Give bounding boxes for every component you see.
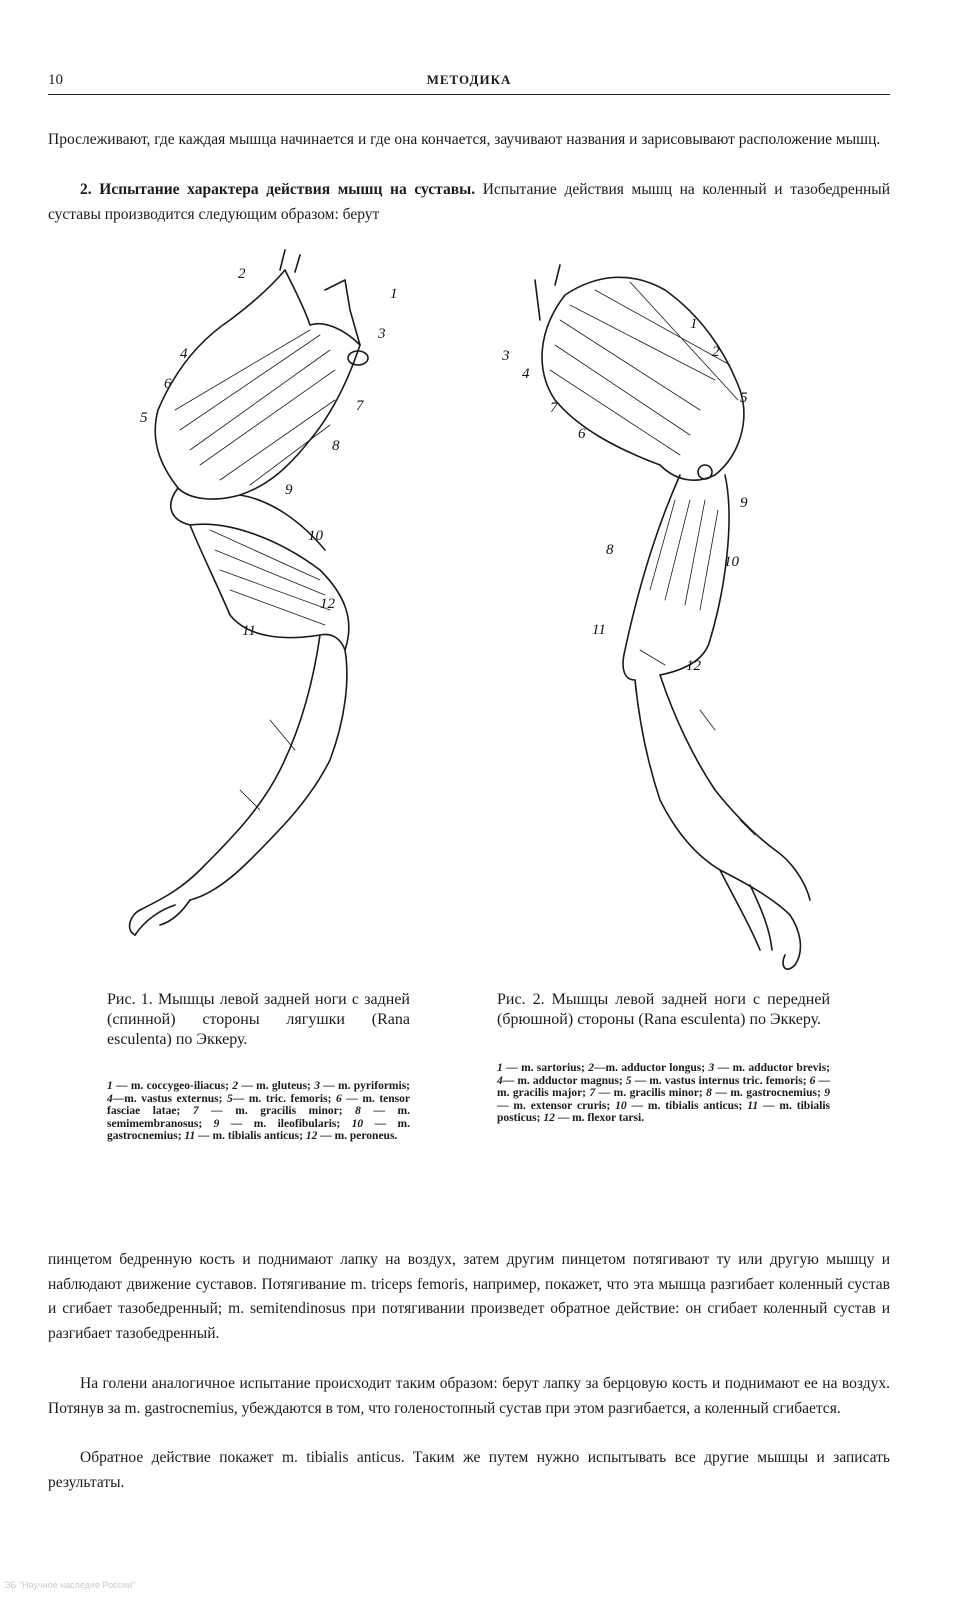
legend-num: 10 [351, 1117, 364, 1130]
legend-text: — m. ileofibularis; [219, 1117, 352, 1130]
legend-text: — m. tibialis anticus; [626, 1099, 748, 1112]
body-paragraph-1: пинцетом бедренную кость и поднимают лапку на воздух, затем другим пинцетом потягивают ту или другую мышцу и наблюдают движение суставов. Потягивание m. triceps femoris, например, покажет, что эта мышца разгибает коленный сустав и сгибает тазобедренный; m. semitendinosus при потягивании произведет обратное действие: он сгибает коленный сустав и разгибает тазобедренный. [48, 1251, 890, 1342]
fig1-label-9: 9 [285, 482, 293, 498]
fig2-label-12: 12 [686, 658, 701, 674]
figure-1-caption: Рис. 1. Мышцы левой задней ноги с задней (спинной) стороны лягушки (Rana esculenta) по Эккеру. [107, 991, 410, 1048]
fig1-label-7: 7 [356, 398, 364, 414]
legend-num: 7 [192, 1105, 199, 1117]
figure-1-illustration [120, 250, 398, 950]
fig1-label-6: 6 [164, 376, 172, 392]
fig2-label-10: 10 [724, 554, 739, 570]
fig2-label-2: 2 [712, 344, 720, 360]
fig2-label-11: 11 [592, 622, 606, 638]
legend-text: — m. flexor tarsi. [554, 1112, 645, 1124]
legend-text: —m. adductor longus; [594, 1062, 709, 1074]
legend-text: —m. vastus externus; [112, 1092, 228, 1105]
legend-num: 4 [497, 1074, 503, 1087]
fig2-label-9: 9 [740, 495, 748, 511]
legend-num: 11 [184, 1130, 196, 1142]
fig1-label-8: 8 [332, 438, 340, 454]
legend-num: 10 [615, 1099, 627, 1112]
running-head: МЕТОДИКА [426, 72, 512, 87]
legend-text: — m. gastrocnemius; [107, 1117, 410, 1142]
legend-num: 8 [355, 1105, 361, 1117]
legend-text: — m. tibialis posticus; [497, 1099, 831, 1124]
legend-text: — m. gracilis minor; [595, 1087, 707, 1099]
legend-num: 1 [107, 1080, 113, 1092]
fig2-label-6: 6 [578, 426, 586, 442]
legend-text: — m. tibialis anticus; [195, 1130, 306, 1142]
fig1-label-11: 11 [242, 623, 256, 639]
legend-text: — m. adductor magnus; [502, 1074, 626, 1087]
legend-num: 1 [497, 1062, 503, 1074]
fig1-label-5: 5 [140, 410, 148, 426]
fig1-label-1: 1 [390, 286, 398, 302]
page-number: 10 [48, 72, 63, 88]
body-paragraph-3-text: Обратное действие покажет m. tibialis anticus. Таким же путем нужно испытывать все другие мышцы и записать результаты. [48, 1449, 890, 1491]
legend-text: — m. vastus internus tric. femoris; [631, 1074, 810, 1087]
legend-num: 3 [314, 1080, 320, 1092]
legend-num: 6 [809, 1074, 816, 1087]
legend-num: 12 [543, 1112, 555, 1124]
legend-text: — m. coccygeo-iliacus; [112, 1080, 233, 1092]
figure-2-caption: Рис. 2. Мышцы левой задней ноги с передней (брюшной) стороны (Rana esculenta) по Эккеру. [497, 991, 830, 1028]
figure-2-legend [497, 1062, 830, 1125]
legend-text: — m. pyriformis; [319, 1080, 410, 1092]
fig2-label-1: 1 [690, 316, 698, 332]
body-paragraph-2 [48, 1372, 890, 1421]
figure-2-illustration [500, 260, 830, 985]
legend-text: — m. sartorius; [502, 1062, 589, 1074]
legend-num: 9 [213, 1117, 220, 1130]
fig1-label-4: 4 [180, 346, 188, 362]
legend-num: 4 [107, 1092, 113, 1105]
legend-text: — m. gastrocnemius; [711, 1087, 825, 1099]
legend-num: 5 [625, 1074, 632, 1087]
legend-num: 8 [706, 1087, 712, 1099]
legend-text: — m. adductor brevis; [714, 1062, 830, 1074]
legend-num: 7 [589, 1087, 596, 1099]
legend-num: 3 [708, 1062, 715, 1074]
legend-text: — m. semimembranosus; [107, 1105, 410, 1130]
legend-num: 2 [232, 1080, 239, 1092]
section-paragraph [48, 178, 890, 227]
legend-text: — m. extensor cruris; [497, 1099, 616, 1112]
legend-num: 2 [588, 1062, 594, 1074]
fig2-label-7: 7 [550, 400, 558, 416]
legend-text: — m. tric. femoris; [232, 1092, 336, 1105]
legend-text: — m. gracilis minor; [198, 1105, 356, 1117]
section-text: Испытание действия мышц на коленный и тазобедренный суставы производится следующим образом: берут [48, 181, 890, 223]
legend-num: 6 [335, 1092, 342, 1105]
fig1-label-3: 3 [378, 326, 386, 342]
legend-text: — m. gluteus; [238, 1080, 315, 1092]
fig2-label-8: 8 [606, 542, 614, 558]
fig1-label-12: 12 [320, 596, 335, 612]
legend-text: — m. tensor fasciae latae; [107, 1092, 410, 1117]
body-paragraph-3 [48, 1446, 890, 1495]
legend-text: — m. gracilis major; [497, 1074, 830, 1099]
body-paragraph-2-text: На голени аналогичное испытание происходит таким образом: берут лапку за берцовую кость и поднимают ее на воздух. Потянув за m. gastrocnemius, убеждаются в том, что голеностопный сустав при этом разгибается, а коленный сгибается. [48, 1375, 890, 1417]
legend-text: — m. peroneus. [317, 1130, 398, 1142]
fig2-label-4: 4 [522, 366, 530, 382]
legend-num: 5 [227, 1092, 233, 1105]
section-heading: 2. Испытание характера действия мышц на суставы. [80, 181, 476, 198]
fig2-label-3: 3 [502, 348, 510, 364]
intro-paragraph: Прослеживают, где каждая мышца начинается и где она кончается, заучивают названия и зарисовывают расположение мышц. [48, 131, 881, 148]
library-watermark: ЭБ "Научное наследие России" [4, 1580, 136, 1590]
fig2-label-5: 5 [740, 390, 748, 406]
fig1-label-2: 2 [238, 266, 246, 282]
legend-num: 9 [824, 1087, 830, 1099]
legend-num: 12 [305, 1130, 318, 1142]
fig1-label-10: 10 [308, 528, 323, 544]
page-header [48, 72, 890, 95]
figure-1-legend [107, 1080, 410, 1143]
legend-num: 11 [747, 1099, 759, 1112]
